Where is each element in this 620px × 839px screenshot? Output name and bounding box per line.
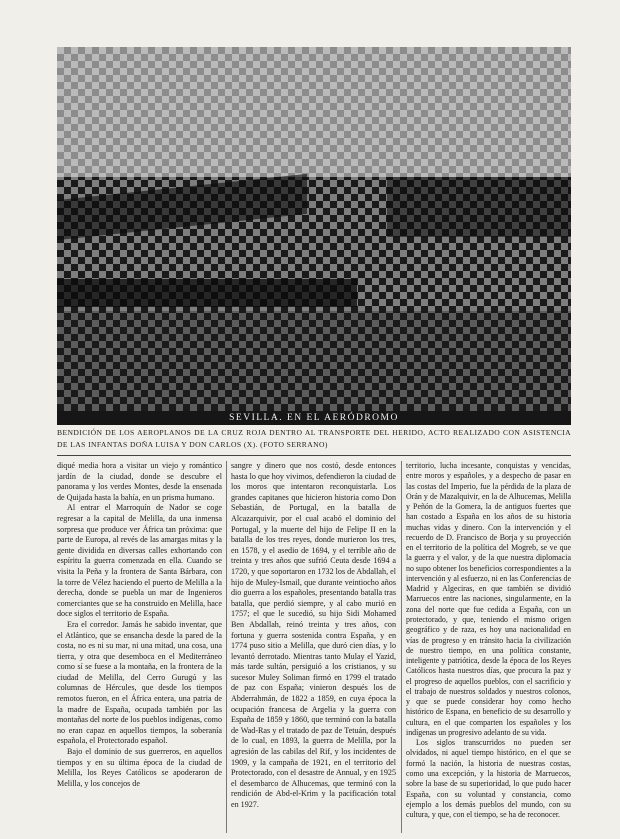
photo-sky (57, 47, 571, 177)
photo-aeroplane-wing (57, 174, 307, 240)
news-photo (57, 47, 571, 411)
article-column-2 (231, 461, 396, 811)
paragraph: diqué media hora a visitar un viejo y romántico jardín de la ciudad, donde se descubre el panorama y los verdes Montes, desde la ensenada de Quijada hasta la bahía, en un prisma humano. (57, 461, 222, 502)
photo-aeroplane (387, 177, 571, 237)
column-divider (226, 461, 227, 833)
paragraph: Al entrar el Marroquín de Nador se coge regresar a la capital de Melilla, da una inmensa sorpresa que produce ver África tan próxima: que parte de Europa, al revés de las amargas mitas y la gente dividida en diversas calles exhortando con espíritu la guerra comenzada en ella. Cuando se visita la Peña y la frontera de Santa Bárbara, con la torre de Vélez haciendo el puerto de Melilla a la derecha, donde se puebla un mar de Ingenieros comerciantes que se ha construido en Melilla, hace doce siglos el territorio de España. (57, 503, 222, 619)
caption-divider (57, 455, 571, 456)
paragraph: Bajo el dominio de sus guerreros, en aquellos tiempos y en su última época de la ciudad de Melilla, los Reyes Católicos se apoderaron de Melilla, y los concejos de (57, 747, 222, 788)
article-column-1 (57, 461, 222, 789)
paragraph: Los siglos transcurridos no pueden ser olvidados, ni aquel tiempo histórico, en el que se formó la nación, la historia de nuestras costas, como una excepción, y la historia de Marruecos, sobre la base de su superioridad, lo que pudo hacer España, con su voluntad y constancia, como ejemplo a los demás pueblos del mundo, con su cultura, y que, con el tiempo, se ha de reconocer. (406, 738, 571, 820)
paragraph: Era el corredor. Jamás he sabido inventar, que el Atlántico, que se ensancha desde la pared de la costa, no es ni su mar, ni una mitad, una cosa, una tierra, y otra que desemboca en el Mediterráneo como sí se fuese a la montaña, en la frontera de la ciudad de Melilla, del Cerro Gurugú y las columnas de Hércules, que desde los tiempos remotos fueron, en el África entera, una patria de la madre de España, ocupada también por las montañas del norte de los pueblos indígenas, como no eran capaz en aquellos tiempos, la soberanía española, el Protectorado español. (57, 619, 222, 746)
photo-crowd (57, 311, 571, 411)
photo-dark-band (57, 279, 357, 307)
paragraph: territorio, lucha incesante, conquistas y vencidas, entre moros y españoles, y a despecho de pasar en las costas del Imperio, fue la pérdida de la plaza de Orán y de Mazalquivir, en la de Alhucemas, Melilla y Peñón de la Gomera, la de antiguos fuertes que han costado a España en los años de su historia muchas vidas y dinero. Con la intervención y el recuerdo de D. Francisco de Borja y su proyección en el territorio de la política del Mogreb, se ve que la guerra y el valor, y de la que nuestra diplomacia no supo obtener los beneficios correspondientes a la intervención y al esfuerzo, ni en las Conferencias de Madrid y Algeciras, en que también se dividió Marruecos entre las naciones, singularmente, en la zona del norte que fue cedida a España, con un protectorado, y que, teniendo el mismo origen geográfico y de raza, es hoy una nacionalidad en vías de progreso y en tránsito hacia la civilización de nuestro tiempo, en una política constante, inteligente y patriótica, desde la época de los Reyes Católicos hasta nuestros días, que procura la paz y el progreso de aquellos pueblos, con el sacrificio y el trabajo de nuestros soldados y nuestros colonos, y que se puede considerar hoy como hecho histórico de Espana, en beneficio de su desarrollo y cultura, en el que comparten los españoles y los indígenas un progresivo adelanto de su vida. (406, 461, 571, 737)
column-divider (401, 461, 402, 833)
photo-caption: BENDICIÓN DE LOS AEROPLANOS DE LA CRUZ ROJA DENTRO AL TRANSPORTE DEL HERIDO, ACTO REALIZADO CON ASISTENCIA DE LAS INFANTAS DOÑA LUISA Y DON CARLOS (X). (FOTO SERRANO) (57, 428, 571, 449)
article-column-3 (406, 461, 571, 820)
photo-title: SEVILLA. EN EL AERÓDROMO (57, 411, 571, 425)
paragraph: sangre y dinero que nos costó, desde entonces hasta lo que hoy vivimos, defendieron la ciudad de los moros que intentaron reconquistarla. Los grandes capitanes que hicieron historia como Don Sebastián, de Portugal, en la batalla de Alcazarquivir, por el cual acabó el dominio del Portugal, y la muerte del hijo de Felipe II en la batalla de los tres reyes, donde murieron los tres, en 1578, y el asedio de 1694, y el terrible año de treinta y tres años que sufrió Ceuta desde 1694 a 1720, y que soportaron en 1732 los de Abdallah, el hijo de Muley-Ismail, que durante veintiocho años dio guerra a los españoles, presentando batalla tras batalla, que perdió siempre, y al cabo murió en 1757; el que le sucedió, su hijo Sidi Mohamed Ben Abdallah, reinó treinta y tres años, con fortuna y guerra sostenida contra España, y en 1774 puso sitio a Melilla, que duró cien días, y lo levantó derrotado. Mientras tanto Mulay el Yazid, más tarde sultán, persiguió a los cristianos, y su sucesor Muley Soliman firmó en 1799 el tratado de paz con España; vinieron después los de Abderrahmán, de 1822 a 1859, en cuya época la ocupación francesa de Argelia y la guerra con España de 1859 y 1860, que terminó con la batalla de Wad-Ras y el tratado de paz de Tetuán, después de lo cual, en 1893, la guerra de Melilla, por la agresión de las cabilas del Rif, y los incidentes de 1909, y la campaña de 1921, en el territorio del Protectorado, con el desastre de Annual, y en 1925 el desembarco de Alhucemas, que terminó con la rendición de Abd-el-Krim y la pacificación total en 1927. (231, 461, 396, 809)
